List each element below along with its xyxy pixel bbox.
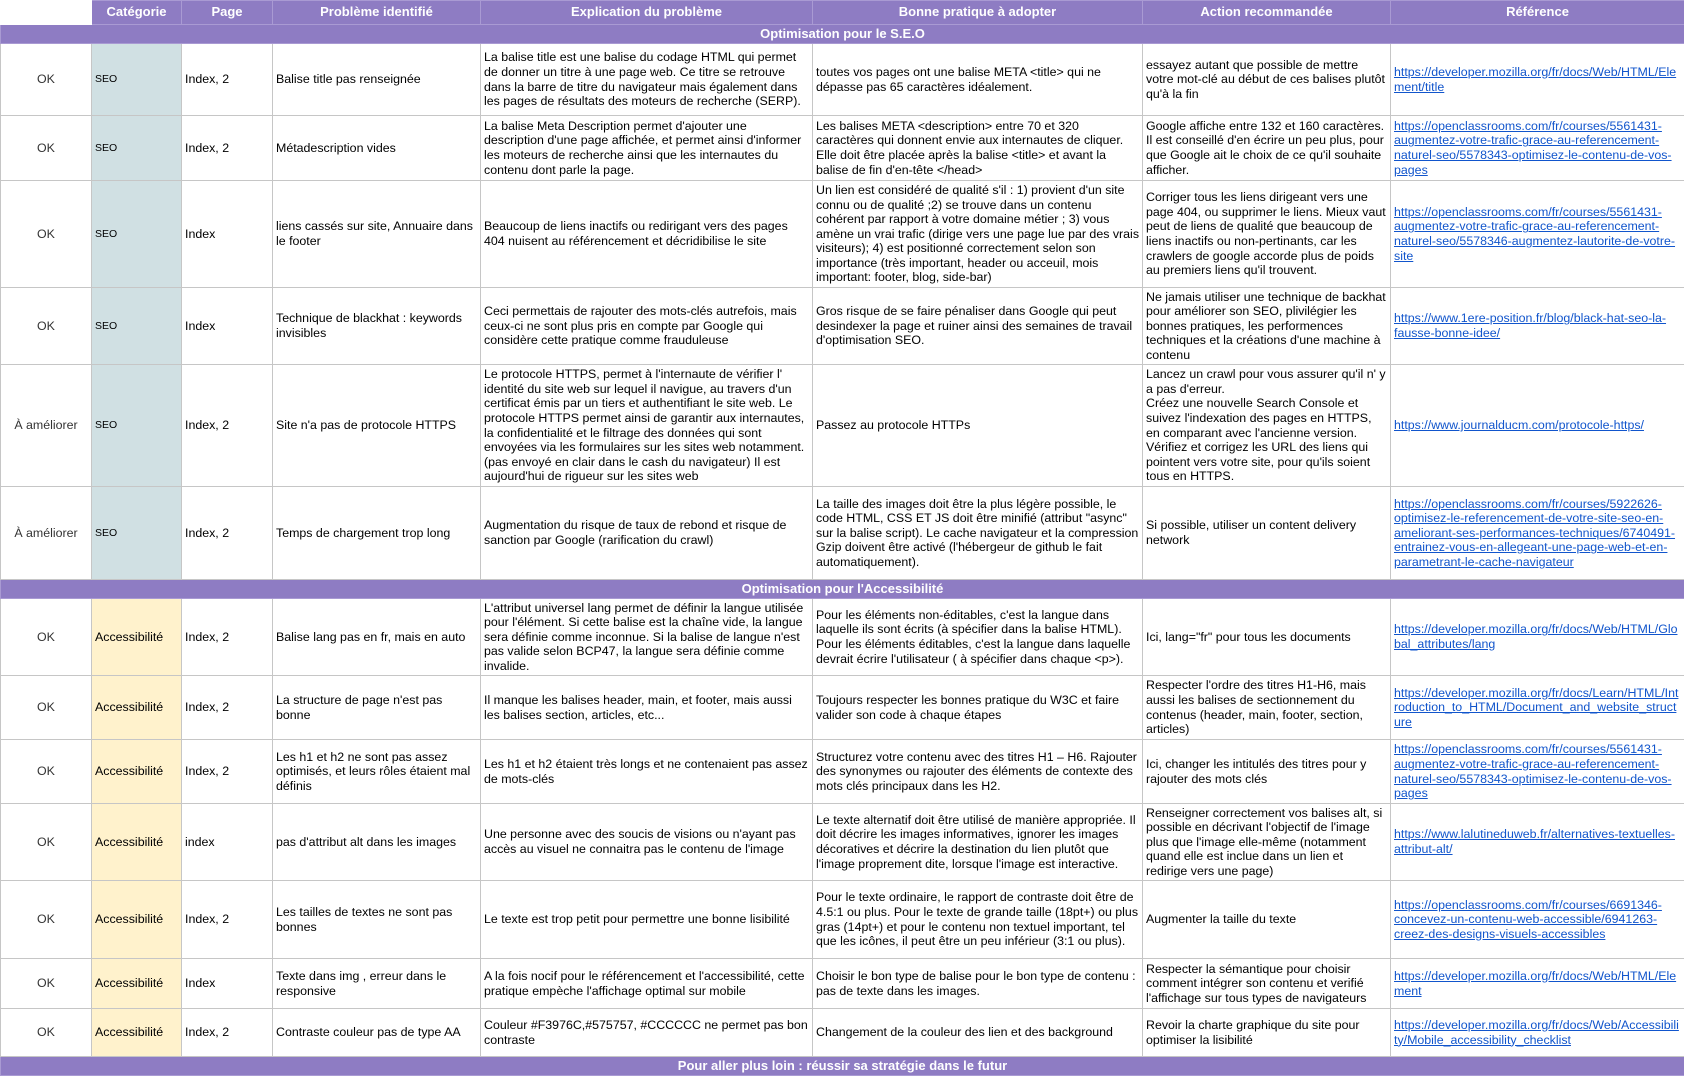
page-cell[interactable]: Index, 2 bbox=[182, 881, 273, 959]
page-cell[interactable]: index bbox=[182, 804, 273, 881]
category-cell[interactable]: SEO bbox=[92, 487, 182, 580]
problem-cell[interactable]: Temps de chargement trop long bbox=[273, 487, 481, 580]
explanation-cell[interactable]: A la fois nocif pour le référencement et l'accessibilité, cette pratique empèche l'affichage optimal sur mobile bbox=[481, 959, 813, 1009]
explanation-cell[interactable]: L'attribut universel lang permet de définir la langue utilisée pour l'élément. Si cette balise est la chaîne vide, la langue sera définie comme inconnue. Si la balise de langue n'est pas valide selon BCP47, la langue sera définie comme invalide. bbox=[481, 599, 813, 676]
header-reference[interactable]: Référence bbox=[1391, 1, 1684, 25]
status-cell[interactable]: OK bbox=[1, 44, 92, 116]
header-category[interactable]: Catégorie bbox=[92, 1, 182, 25]
section-seo bbox=[1, 25, 1684, 44]
best-practice-cell[interactable]: toutes vos pages ont une balise META <title> qui ne dépasse pas 65 caractères idéalement. bbox=[813, 44, 1143, 116]
action-cell[interactable]: Lancez un crawl pour vous assurer qu'il n' y a pas d'erreur. Créez une nouvelle Search Console et suivez l'indexation des pages en HTTPS, en comparant avec l'ancienne version. Vérifiez et corrigez les URL des liens qui pointent vers votre site, pour qu'ils soient tous en HTTPS. bbox=[1143, 365, 1391, 487]
reference-link[interactable]: https://openclassrooms.com/fr/courses/5561431-augmentez-votre-trafic-grace-au-referencement-naturel-seo/5578346-augmentez-lautorite-de-votre-site bbox=[1391, 181, 1684, 288]
problem-cell[interactable]: Balise lang pas en fr, mais en auto bbox=[273, 599, 481, 676]
status-cell[interactable]: À améliorer bbox=[1, 487, 92, 580]
problem-cell[interactable]: Contraste couleur pas de type AA bbox=[273, 1009, 481, 1057]
category-cell[interactable]: SEO bbox=[92, 44, 182, 116]
problem-cell[interactable]: Métadescription vides bbox=[273, 116, 481, 181]
reference-link[interactable]: https://openclassrooms.com/fr/courses/5922626-optimisez-le-referencement-de-votre-site-seo-en-ameliorant-ses-performances-techniques/6740491-entrainez-vous-en-allegeant-une-page-web-et-en-parametrant-le-cache-navigateur bbox=[1391, 487, 1684, 580]
category-cell[interactable]: Accessibilité bbox=[92, 599, 182, 676]
status-cell[interactable]: OK bbox=[1, 676, 92, 740]
explanation-cell[interactable]: Augmentation du risque de taux de rebond et risque de sanction par Google (rarification du crawl) bbox=[481, 487, 813, 580]
table-row bbox=[1, 487, 1684, 580]
table-row bbox=[1, 959, 1684, 1009]
table-row bbox=[1, 599, 1684, 676]
table-row bbox=[1, 116, 1684, 181]
header-row bbox=[1, 1, 1684, 25]
table-row bbox=[1, 44, 1684, 116]
page-cell[interactable]: Index, 2 bbox=[182, 365, 273, 487]
table-row bbox=[1, 365, 1684, 487]
status-cell[interactable]: OK bbox=[1, 1009, 92, 1057]
explanation-cell[interactable]: Beaucoup de liens inactifs ou redirigant vers des pages 404 nuisent au référencement et décridibilise le site bbox=[481, 181, 813, 288]
table-row bbox=[1, 740, 1684, 804]
action-cell[interactable]: Ici, lang="fr" pour tous les documents bbox=[1143, 599, 1391, 676]
page-cell[interactable]: Index, 2 bbox=[182, 599, 273, 676]
section-title-future[interactable]: Pour aller plus loin : réussir sa stratégie dans le futur bbox=[1, 1057, 1684, 1076]
category-cell[interactable]: Accessibilité bbox=[92, 804, 182, 881]
table-row bbox=[1, 881, 1684, 959]
problem-cell[interactable]: Technique de blackhat : keywords invisibles bbox=[273, 288, 481, 365]
action-cell[interactable]: Respecter l'ordre des titres H1-H6, mais aussi les balises de sectionnement du contenus (header, main, footer, section, articles) bbox=[1143, 676, 1391, 740]
best-practice-cell[interactable]: Un lien est considéré de qualité s'il : 1) provient d'un site connu ou de qualité ;2) se trouve dans un contenu cohérent par rapport à votre domaine métier ; 3) vous amène un vrai trafic (dirige vers une page lue par des vrais visiteurs); 4) est positionné correctement selon son importance (très important, header ou acceuil, mois important: footer, blog, side-bar) bbox=[813, 181, 1143, 288]
explanation-cell[interactable]: Le protocole HTTPS, permet à l'internaute de vérifier l' identité du site web sur lequel il navigue, au travers d'un certificat émis par un tiers et authentifiant le site web. Le protocole HTTPS permet ainsi de garantir aux internautes, la confidentialité et le filtrage des données qui sont envoyées via les formulaires sur les sites web notamment. (pas envoyé en clair dans le cash du navigateur) Il est aujourd'hui de rigueur sur les sites web bbox=[481, 365, 813, 487]
best-practice-cell[interactable]: Les balises META <description> entre 70 et 320 caractères qui donnent envie aux internautes de cliquer. Elle doit être placée après la balise <title> et avant la balise de fin d'en-tête </head> bbox=[813, 116, 1143, 181]
reference-link[interactable]: https://www.lalutineduweb.fr/alternatives-textuelles-attribut-alt/ bbox=[1391, 804, 1684, 881]
category-cell[interactable]: SEO bbox=[92, 181, 182, 288]
action-cell[interactable]: Renseigner correctement vos balises alt, si possible en décrivant l'objectif de l'image plus que l'image elle-même (notamment quand elle est inclue dans un lien et redirige vers une page) bbox=[1143, 804, 1391, 881]
table-row bbox=[1, 676, 1684, 740]
explanation-cell[interactable]: La balise title est une balise du codage HTML qui permet de donner un titre à une page web. Ce titre se retrouve dans la barre de titre du navigateur mais également dans les pages de résultats des moteurs de recherche (SERP). bbox=[481, 44, 813, 116]
explanation-cell[interactable]: Une personne avec des soucis de visions ou n'ayant pas accès au visuel ne connaitra pas le contenu de l'image bbox=[481, 804, 813, 881]
action-cell[interactable]: Augmenter la taille du texte bbox=[1143, 881, 1391, 959]
best-practice-cell[interactable]: Toujours respecter les bonnes pratique du W3C et faire valider son code à chaque étapes bbox=[813, 676, 1143, 740]
explanation-cell[interactable]: La balise Meta Description permet d'ajouter une description d'une page affichée, et permet ainsi d'informer les moteurs de recherche ainsi que les internautes du contenu dont parle la page. bbox=[481, 116, 813, 181]
status-cell[interactable]: OK bbox=[1, 740, 92, 804]
page-cell[interactable]: Index bbox=[182, 181, 273, 288]
category-cell[interactable]: Accessibilité bbox=[92, 676, 182, 740]
action-cell[interactable]: Revoir la charte graphique du site pour optimiser la lisibilité bbox=[1143, 1009, 1391, 1057]
best-practice-cell[interactable]: Pour le texte ordinaire, le rapport de contraste doit être de 4.5:1 ou plus. Pour le texte de grande taille (18pt+) ou plus gras (14pt+) et pour le contenu non textuel important, tel que les icônes, il peut être un peu inférieur (3:1 ou plus). bbox=[813, 881, 1143, 959]
problem-cell[interactable]: La structure de page n'est pas bonne bbox=[273, 676, 481, 740]
action-cell[interactable]: essayez autant que possible de mettre votre mot-clé au début de ces balises plutôt qu'à la fin bbox=[1143, 44, 1391, 116]
header-page[interactable]: Page bbox=[182, 1, 273, 25]
status-cell[interactable]: OK bbox=[1, 804, 92, 881]
problem-cell[interactable]: Site n'a pas de protocole HTTPS bbox=[273, 365, 481, 487]
category-cell[interactable]: Accessibilité bbox=[92, 881, 182, 959]
status-cell[interactable]: OK bbox=[1, 116, 92, 181]
explanation-cell[interactable]: Le texte est trop petit pour permettre une bonne lisibilité bbox=[481, 881, 813, 959]
problem-cell[interactable]: Les tailles de textes ne sont pas bonnes bbox=[273, 881, 481, 959]
status-cell[interactable]: OK bbox=[1, 288, 92, 365]
action-cell[interactable]: Corriger tous les liens dirigeant vers une page 404, ou supprimer le liens. Mieux vaut peut de liens de qualité que beaucoup de liens inactifs ou non-pertinants, car les crawlers de google accorde plus de poids au premiers liens qu'il trouvent. bbox=[1143, 181, 1391, 288]
action-cell[interactable]: Ne jamais utiliser une technique de backhat pour améliorer son SEO, plivilégier les bonnes pratiques, les performences techniques et la créations d'une machine à contenu bbox=[1143, 288, 1391, 365]
reference-link[interactable]: https://openclassrooms.com/fr/courses/5561431-augmentez-votre-trafic-grace-au-referencement-naturel-seo/5578343-optimisez-le-contenu-de-vos-pages bbox=[1391, 740, 1684, 804]
best-practice-cell[interactable]: Passez au protocole HTTPs bbox=[813, 365, 1143, 487]
section-future bbox=[1, 1057, 1684, 1076]
explanation-cell[interactable]: Ceci permettais de rajouter des mots-clés autrefois, mais ceux-ci ne sont plus pris en compte par Google qui considère cette pratique comme frauduleuse bbox=[481, 288, 813, 365]
best-practice-cell[interactable]: Pour les éléments non-éditables, c'est la langue dans laquelle ils sont écrits (à spécifier dans la balise HTML). Pour les éléments éditables, c'est la langue dans laquelle devrait écrire l'utilisateur ( à spécifier dans chaque <p>). bbox=[813, 599, 1143, 676]
best-practice-cell[interactable]: Gros risque de se faire pénaliser dans Google qui peut desindexer la page et ruiner ainsi des semaines de travail d'optimisation SEO. bbox=[813, 288, 1143, 365]
page-cell[interactable]: Index, 2 bbox=[182, 740, 273, 804]
table-row bbox=[1, 288, 1684, 365]
explanation-cell[interactable]: Couleur #F3976C,#575757, #CCCCCC ne permet pas bon contraste bbox=[481, 1009, 813, 1057]
section-title-seo[interactable]: Optimisation pour le S.E.O bbox=[1, 25, 1684, 44]
section-title-accessibility[interactable]: Optimisation pour l'Accessibilité bbox=[1, 580, 1684, 599]
best-practice-cell[interactable]: Structurez votre contenu avec des titres H1 – H6. Rajouter des synonymes ou rajouter des éléments de contexte des mots clés principaux dans les H2. bbox=[813, 740, 1143, 804]
best-practice-cell[interactable]: Changement de la couleur des lien et des background bbox=[813, 1009, 1143, 1057]
action-cell[interactable]: Respecter la sémantique pour choisir comment intégrer son contenu et verifié l'affichage sur tous types de navigateurs bbox=[1143, 959, 1391, 1009]
header-best-practice[interactable]: Bonne pratique à adopter bbox=[813, 1, 1143, 25]
problem-cell[interactable]: Les h1 et h2 ne sont pas assez optimisés, et leurs rôles étaient mal définis bbox=[273, 740, 481, 804]
category-cell[interactable]: Accessibilité bbox=[92, 959, 182, 1009]
reference-link[interactable]: https://developer.mozilla.org/fr/docs/Web/Accessibility/Mobile_accessibility_checklist bbox=[1391, 1009, 1684, 1057]
page-cell[interactable]: Index, 2 bbox=[182, 487, 273, 580]
page-cell[interactable]: Index, 2 bbox=[182, 676, 273, 740]
header-problem[interactable]: Problème identifié bbox=[273, 1, 481, 25]
reference-link[interactable]: https://www.1ere-position.fr/blog/black-hat-seo-la-fausse-bonne-idee/ bbox=[1391, 288, 1684, 365]
action-cell[interactable]: Google affiche entre 132 et 160 caractères. Il est conseillé d'en écrire un peu plus, pour que Google ait le choix de ce qu'il souhaite afficher. bbox=[1143, 116, 1391, 181]
page-cell[interactable]: Index, 2 bbox=[182, 1009, 273, 1057]
table-row bbox=[1, 181, 1684, 288]
header-action[interactable]: Action recommandée bbox=[1143, 1, 1391, 25]
status-cell[interactable]: À améliorer bbox=[1, 365, 92, 487]
reference-link[interactable]: https://openclassrooms.com/fr/courses/6691346-concevez-un-contenu-web-accessible/6941263-creez-des-designs-visuels-accessibles bbox=[1391, 881, 1684, 959]
category-cell[interactable]: Accessibilité bbox=[92, 740, 182, 804]
action-cell[interactable]: Ici, changer les intitulés des titres pour y rajouter des mots clés bbox=[1143, 740, 1391, 804]
status-cell[interactable]: OK bbox=[1, 599, 92, 676]
category-cell[interactable]: SEO bbox=[92, 365, 182, 487]
reference-link[interactable]: https://developer.mozilla.org/fr/docs/Web/HTML/Element/title bbox=[1391, 44, 1684, 116]
category-cell[interactable]: SEO bbox=[92, 288, 182, 365]
best-practice-cell[interactable]: Le texte alternatif doit être utilisé de manière appropriée. Il doit décrire les images informatives, ignorer les images décoratives et décrire la destination du lien plutôt que l'image proprement dite, lorsque l'image est interactive. bbox=[813, 804, 1143, 881]
best-practice-cell[interactable]: La taille des images doit être la plus légère possible, le code HTML, CSS ET JS doit être minifié (attribut "async" sur la balise script). Le cache navigateur et la compression Gzip doivent être activé (l'hébergeur de github le fait automatiquement). bbox=[813, 487, 1143, 580]
explanation-cell[interactable]: Les h1 et h2 étaient très longs et ne contenaient pas assez de mots-clés bbox=[481, 740, 813, 804]
category-cell[interactable]: Accessibilité bbox=[92, 1009, 182, 1057]
table-row bbox=[1, 804, 1684, 881]
status-cell[interactable]: OK bbox=[1, 959, 92, 1009]
table-row bbox=[1, 1009, 1684, 1057]
explanation-cell[interactable]: Il manque les balises header, main, et footer, mais aussi les balises section, articles, etc... bbox=[481, 676, 813, 740]
problem-cell[interactable]: Texte dans img , erreur dans le responsive bbox=[273, 959, 481, 1009]
reference-link[interactable]: https://openclassrooms.com/fr/courses/5561431-augmentez-votre-trafic-grace-au-referencement-naturel-seo/5578343-optimisez-le-contenu-de-vos-pages bbox=[1391, 116, 1684, 181]
best-practice-cell[interactable]: Choisir le bon type de balise pour le bon type de contenu : pas de texte dans les images. bbox=[813, 959, 1143, 1009]
reference-link[interactable]: https://developer.mozilla.org/fr/docs/Learn/HTML/Introduction_to_HTML/Document_and_website_structure bbox=[1391, 676, 1684, 740]
problem-cell[interactable]: Balise title pas renseignée bbox=[273, 44, 481, 116]
page-cell[interactable]: Index bbox=[182, 959, 273, 1009]
page-cell[interactable]: Index, 2 bbox=[182, 116, 273, 181]
problem-cell[interactable]: liens cassés sur site, Annuaire dans le footer bbox=[273, 181, 481, 288]
reference-link[interactable]: https://www.journalducm.com/protocole-https/ bbox=[1391, 365, 1684, 487]
header-status[interactable] bbox=[1, 1, 92, 25]
problem-cell[interactable]: pas d'attribut alt dans les images bbox=[273, 804, 481, 881]
status-cell[interactable]: OK bbox=[1, 181, 92, 288]
section-accessibility bbox=[1, 580, 1684, 599]
header-explanation[interactable]: Explication du problème bbox=[481, 1, 813, 25]
status-cell[interactable]: OK bbox=[1, 881, 92, 959]
page-cell[interactable]: Index, 2 bbox=[182, 44, 273, 116]
reference-link[interactable]: https://developer.mozilla.org/fr/docs/Web/HTML/Global_attributes/lang bbox=[1391, 599, 1684, 676]
category-cell[interactable]: SEO bbox=[92, 116, 182, 181]
action-cell[interactable]: Si possible, utiliser un content delivery network bbox=[1143, 487, 1391, 580]
page-cell[interactable]: Index bbox=[182, 288, 273, 365]
reference-link[interactable]: https://developer.mozilla.org/fr/docs/Web/HTML/Element bbox=[1391, 959, 1684, 1009]
